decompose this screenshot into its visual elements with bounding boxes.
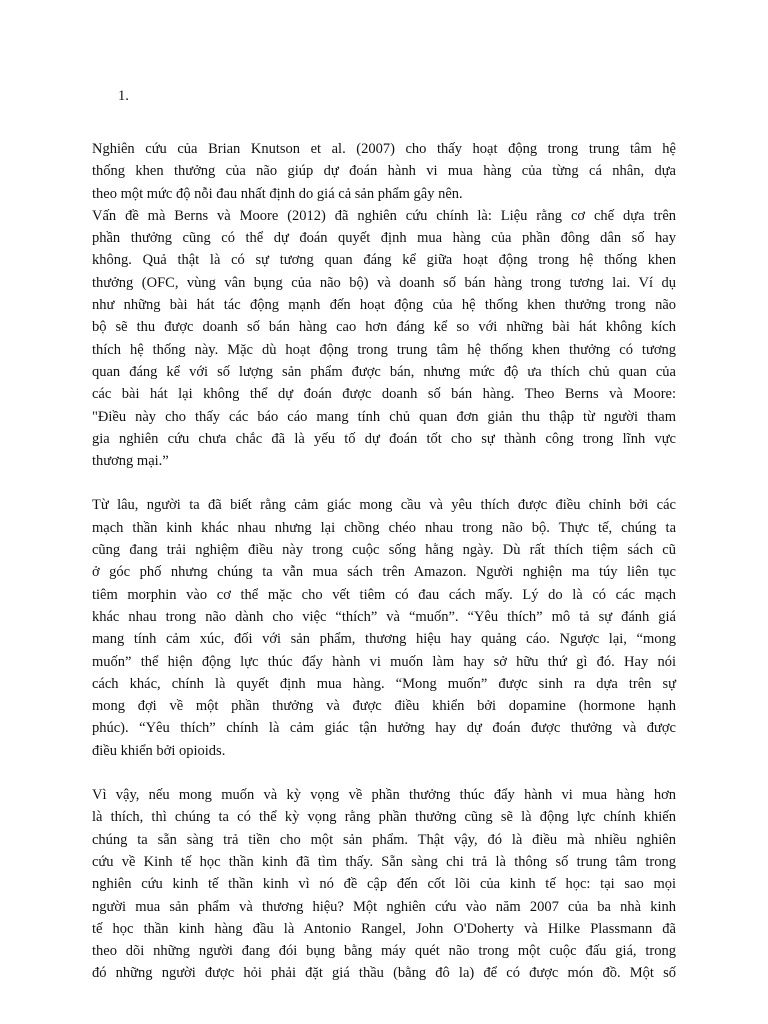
- text-line: Vì vậy, nếu mong muốn và kỳ vọng về phần thưởng thúc đẩy hành vi mua hàng hơn: [92, 787, 676, 804]
- list-number: 1.: [118, 88, 129, 104]
- text-line: thống khen thưởng của não giúp dự đoán hành vi mua hàng của từng cá nhân, dựa: [92, 163, 676, 180]
- text-line: là thích, thì chúng ta có thể kỳ vọng rằng phần thưởng cũng sẽ là động lực chính khiến: [92, 809, 676, 826]
- paragraph-wanting-liking: [92, 494, 676, 762]
- text-line: đó những người được hỏi phải đặt giá thầu (bằng đô la) để có được món đồ. Một số: [92, 965, 676, 982]
- text-line: nghiên cứu kinh tế thần kinh vì nó đề cập đến cốt lõi của kinh tế học: tại sao mọi: [92, 876, 676, 893]
- text-line: "Điều này cho thấy các báo cáo mang tính chủ quan đơn giản thu thập từ người tham: [92, 408, 676, 425]
- text-line: mang tính cảm xúc, đối với sản phẩm, thương hiệu hay quảng cáo. Ngược lại, “mong: [92, 631, 676, 648]
- text-line: cứu về Kinh tế học thần kinh đã tìm thấy. Sẵn sàng chi trả là thông số trung tâm trong: [92, 853, 676, 870]
- text-line: bộ sẽ thu được doanh số bán hàng cao hơn đáng kể so với những bài hát không kích: [92, 319, 676, 336]
- text-line: tế học thần kinh hàng đầu là Antonio Rangel, John O'Doherty và Hilke Plassmann đã: [92, 920, 676, 937]
- text-line: người mua sản phẩm và thương hiệu? Một nghiên cứu vào năm 2007 của ba nhà kinh: [92, 898, 676, 915]
- text-line: chúng ta sẵn sàng trả tiền cho một sản phẩm. Thật vậy, đó là điều mà nhiều nghiên: [92, 831, 676, 848]
- text-line: theo một mức độ nỗi đau nhất định do giá cả sản phẩm gây nên.: [92, 185, 463, 202]
- text-line: khác nhau trong não dành cho việc “thích” và “muốn”. “Yêu thích” mô tả sự đánh giá: [92, 608, 676, 625]
- text-line: theo dõi những người đang đói bụng bằng máy quét não trong một cuộc đấu giá, trong: [92, 943, 676, 960]
- text-line: điều khiển bởi opioids.: [92, 742, 226, 759]
- paragraph-gap: [92, 472, 676, 494]
- text-line: Nghiên cứu của Brian Knutson et al. (2007) cho thấy hoạt động trong trung tâm hệ: [92, 141, 676, 157]
- text-line: muốn” thể hiện động lực thúc đẩy hành vi muốn làm hay sở hữu thứ gì đó. Hay nói: [92, 653, 676, 670]
- text-line: như những bài hát tác động mạnh đến hoạt động của hệ thống khen thưởng trong não: [92, 297, 676, 314]
- paragraph-knutson: [92, 138, 676, 205]
- text-line: các bài hát lại không thể dự đoán được doanh số bán hàng. Theo Berns và Moore:: [92, 386, 676, 403]
- text-line: phúc). “Yêu thích” chính là cảm giác tận hưởng hay dự đoán được thưởng và được: [92, 720, 676, 737]
- text-line: quan đáng kể với số lượng sản phẩm được bán, nhưng mức độ ưa thích chủ quan của: [92, 363, 676, 380]
- text-line: gia nghiên cứu chưa chắc đã là yếu tố dự đoán tốt cho sự thành công trong lĩnh vực: [92, 430, 676, 447]
- text-line: Từ lâu, người ta đã biết rằng cảm giác mong cầu và yêu thích được điều chỉnh bởi các: [92, 497, 676, 514]
- text-line: tiêm morphin vào cơ thể mặc cho vết tiêm có đau cách mấy. Lý do là có các mạch: [92, 586, 676, 603]
- paragraph-gap: [92, 762, 676, 784]
- text-line: cũng đang trải nghiệm điều này trong cuộc sống hằng ngày. Dù rất thích tiệm sách cũ: [92, 542, 676, 559]
- paragraph-berns-moore: [92, 205, 676, 473]
- text-line: Vấn đề mà Berns và Moore (2012) đã nghiên cứu chính là: Liệu rằng cơ chế dựa trên: [92, 207, 676, 224]
- text-line: thương mại.”: [92, 453, 169, 470]
- text-line: phần thưởng cũng có thể dự đoán quyết định mua hàng của phần đông dân số hay: [92, 230, 676, 247]
- text-line: cách khác, chính là quyết định mua hàng. “Mong muốn” được sinh ra dựa trên sự: [92, 675, 676, 692]
- text-line: ở góc phố nhưng chúng ta vẫn mua sách trên Amazon. Người nghiện ma túy liên tục: [92, 564, 676, 581]
- text-line: mong đợi về một phần thưởng và được điều khiển bởi dopamine (hormone hạnh: [92, 698, 676, 715]
- paragraph-willingness-to-pay: [92, 784, 676, 985]
- text-line: thích hệ thống này. Mặc dù hoạt động trong trung tâm hệ thống khen thưởng có tương: [92, 341, 676, 358]
- text-line: không. Quả thật là có sự tương quan đáng kể giữa hoạt động trong hệ thống khen: [92, 252, 676, 269]
- text-line: thưởng (OFC, vùng vân bụng của não bộ) và doanh số bán hàng trong tương lai. Ví dụ: [92, 274, 676, 291]
- text-line: mạch thần kinh khác nhau nhưng lại chồng chéo nhau trong não bộ. Thực tế, chúng ta: [92, 519, 676, 536]
